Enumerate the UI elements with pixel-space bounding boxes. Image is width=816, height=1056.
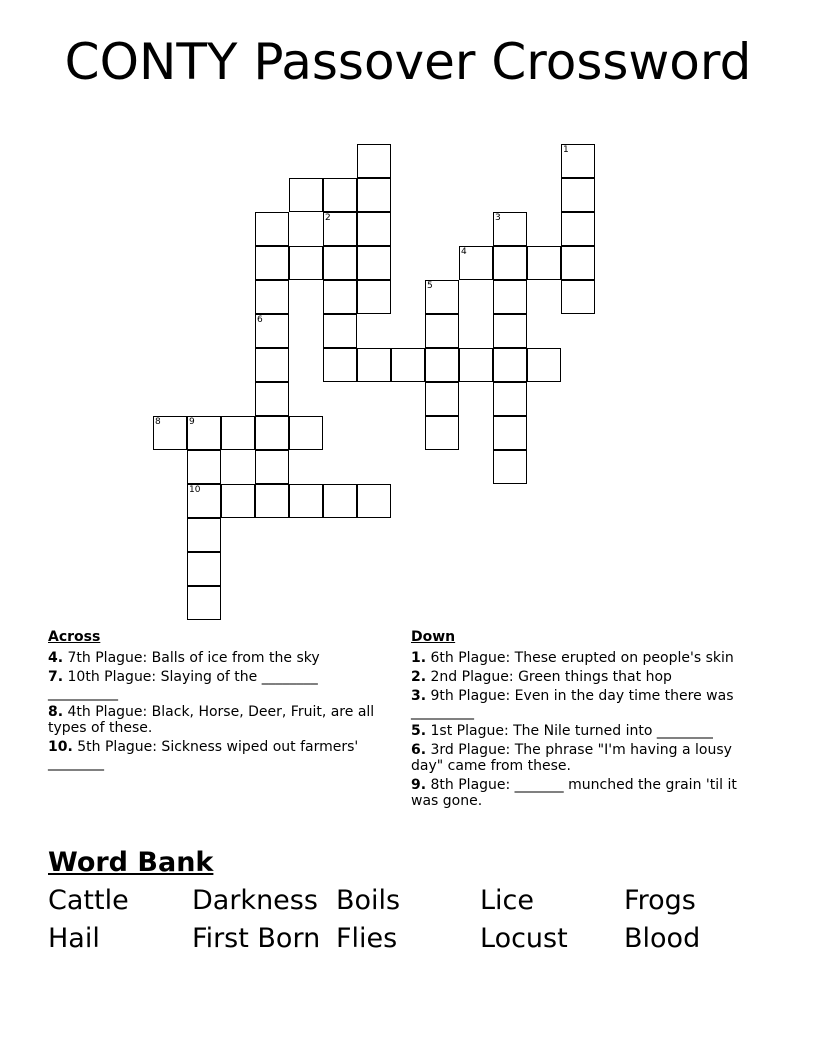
grid-cell[interactable]: [493, 416, 527, 450]
grid-cell[interactable]: [323, 212, 357, 246]
down-clue: [411, 777, 756, 809]
grid-cell[interactable]: [357, 178, 391, 212]
clue-text: 7th Plague: Balls of ice from the sky: [63, 650, 320, 666]
clue-number: 2: [325, 213, 331, 223]
across-clue: [48, 704, 383, 736]
grid-cell[interactable]: [425, 382, 459, 416]
across-clue: [48, 739, 383, 771]
clue-text: 6th Plague: These erupted on people's skin: [426, 650, 734, 666]
clue-number: 8.: [48, 704, 64, 720]
across-clue: [48, 669, 383, 701]
down-clue: [411, 650, 756, 666]
down-clue: [411, 669, 756, 685]
grid-cell[interactable]: [357, 280, 391, 314]
down-clue: [411, 688, 756, 720]
down-clue-list: [411, 650, 756, 809]
word-bank-word: Flies: [336, 923, 398, 954]
grid-cell[interactable]: [561, 178, 595, 212]
grid-cell[interactable]: [289, 178, 323, 212]
grid-cell[interactable]: [255, 314, 289, 348]
clue-number: 8: [155, 417, 161, 427]
clue-number: 4: [461, 247, 467, 257]
grid-cell[interactable]: [255, 382, 289, 416]
clue-text: 3rd Plague: The phrase "I'm having a lousy day" came from these.: [411, 742, 732, 774]
word-bank-word: Locust: [480, 923, 568, 954]
grid-cell[interactable]: [323, 348, 357, 382]
clue-text: 9th Plague: Even in the day time there was _________: [411, 688, 734, 720]
grid-cell[interactable]: [425, 314, 459, 348]
grid-cell[interactable]: [561, 144, 595, 178]
clue-text: 2nd Plague: Green things that hop: [426, 669, 672, 685]
clue-number: 5: [427, 281, 433, 291]
grid-cell[interactable]: [561, 212, 595, 246]
word-bank-word: Lice: [480, 885, 534, 916]
grid-cell[interactable]: [527, 348, 561, 382]
grid-cell[interactable]: [459, 348, 493, 382]
clue-text: 4th Plague: Black, Horse, Deer, Fruit, are all types of these.: [48, 704, 375, 736]
grid-cell[interactable]: [153, 416, 187, 450]
across-clue: [48, 650, 383, 666]
grid-cell[interactable]: [187, 552, 221, 586]
down-clue: [411, 723, 756, 739]
across-heading: Across: [48, 629, 101, 645]
word-bank-title: Word Bank: [48, 847, 214, 878]
grid-cell[interactable]: [527, 246, 561, 280]
word-bank-word: Hail: [48, 923, 100, 954]
grid-cell[interactable]: [255, 416, 289, 450]
grid-cell[interactable]: [187, 450, 221, 484]
grid-cell[interactable]: [357, 212, 391, 246]
clue-text: 5th Plague: Sickness wiped out farmers' ________: [48, 739, 359, 771]
clue-number: 10: [189, 485, 201, 495]
down-clues: [411, 629, 756, 812]
clue-text: 1st Plague: The Nile turned into ________: [426, 723, 713, 739]
clue-number: 6: [257, 315, 263, 325]
grid-cell[interactable]: [425, 348, 459, 382]
grid-cell[interactable]: [493, 348, 527, 382]
grid-cell[interactable]: [357, 246, 391, 280]
grid-cell[interactable]: [255, 348, 289, 382]
grid-cell[interactable]: [493, 382, 527, 416]
grid-cell[interactable]: [561, 246, 595, 280]
grid-cell[interactable]: [255, 212, 289, 246]
grid-cell[interactable]: [323, 246, 357, 280]
page-title: CONTY Passover Crossword: [64, 33, 752, 91]
clue-text: 10th Plague: Slaying of the ________ __________: [48, 669, 318, 701]
clue-number: 10.: [48, 739, 73, 755]
down-heading: Down: [411, 629, 456, 645]
word-bank-word: Frogs: [624, 885, 696, 916]
grid-cell[interactable]: [425, 416, 459, 450]
grid-cell[interactable]: [187, 484, 221, 518]
across-clue-list: [48, 650, 383, 771]
clue-number: 1: [563, 145, 569, 155]
clue-number: 4.: [48, 650, 64, 666]
clue-number: 7.: [48, 669, 64, 685]
word-bank-word: Boils: [336, 885, 401, 916]
grid-cell[interactable]: [221, 416, 255, 450]
grid-cell[interactable]: [187, 416, 221, 450]
down-clue: [411, 742, 756, 774]
grid-cell[interactable]: [289, 416, 323, 450]
grid-cell[interactable]: [493, 246, 527, 280]
word-bank-word: Blood: [624, 923, 701, 954]
grid-cell[interactable]: [255, 280, 289, 314]
grid-cell[interactable]: [187, 586, 221, 620]
grid-cell[interactable]: [493, 450, 527, 484]
grid-cell[interactable]: [493, 314, 527, 348]
grid-cell[interactable]: [289, 246, 323, 280]
grid-cell[interactable]: [323, 314, 357, 348]
grid-cell[interactable]: [357, 484, 391, 518]
grid-cell[interactable]: [425, 280, 459, 314]
grid-cell[interactable]: [357, 144, 391, 178]
word-bank-word: Cattle: [48, 885, 129, 916]
clue-number: 3: [495, 213, 501, 223]
grid-cell[interactable]: [255, 246, 289, 280]
word-bank-word: First Born: [192, 923, 321, 954]
clue-number: 2.: [411, 669, 427, 685]
clue-text: 8th Plague: _______ munched the grain 'til it was gone.: [411, 777, 737, 809]
clue-number: 1.: [411, 650, 427, 666]
grid-cell[interactable]: [323, 178, 357, 212]
word-bank-word: Darkness: [192, 885, 318, 916]
grid-cell[interactable]: [357, 348, 391, 382]
clue-number: 9: [189, 417, 195, 427]
clue-number: 6.: [411, 742, 427, 758]
grid-cell[interactable]: [323, 484, 357, 518]
grid-cell[interactable]: [255, 484, 289, 518]
clue-number: 9.: [411, 777, 427, 793]
clue-number: 5.: [411, 723, 427, 739]
grid-cell[interactable]: [221, 484, 255, 518]
across-clues: [48, 629, 383, 774]
grid-cell[interactable]: [323, 280, 357, 314]
grid-cell[interactable]: [187, 518, 221, 552]
grid-cell[interactable]: [459, 246, 493, 280]
clue-number: 3.: [411, 688, 427, 704]
grid-cell[interactable]: [493, 280, 527, 314]
grid-cell[interactable]: [289, 484, 323, 518]
grid-cell[interactable]: [255, 450, 289, 484]
grid-cell[interactable]: [391, 348, 425, 382]
grid-cell[interactable]: [561, 280, 595, 314]
grid-cell[interactable]: [493, 212, 527, 246]
